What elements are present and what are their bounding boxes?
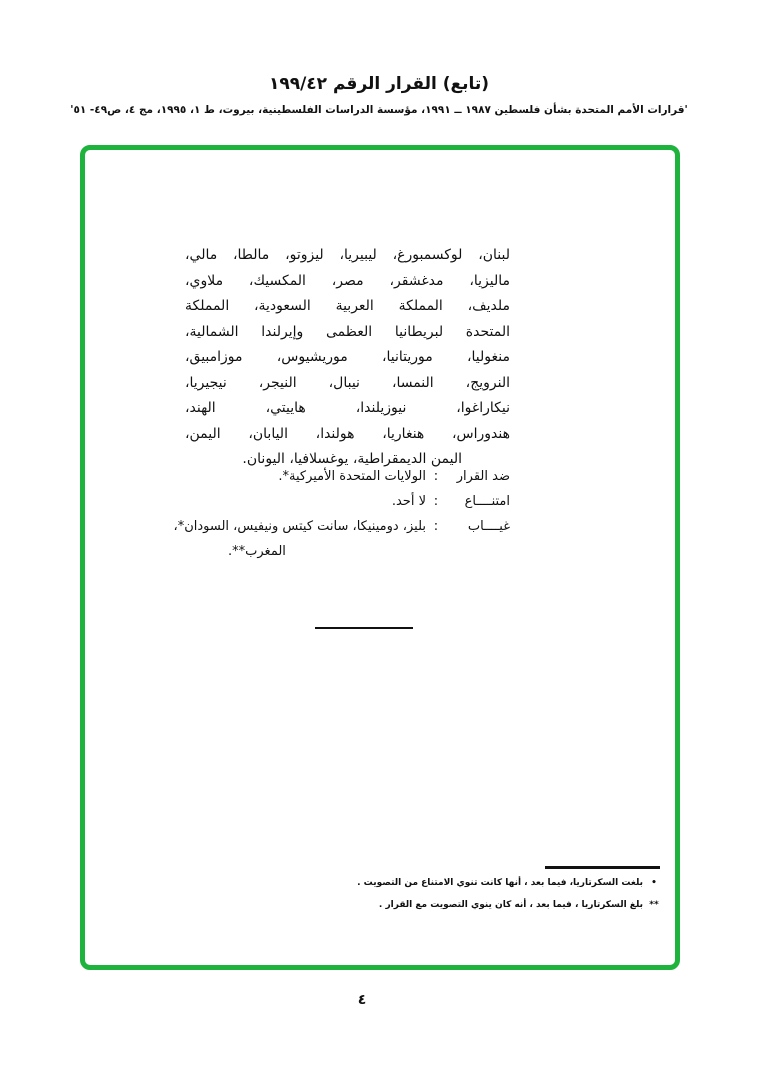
- vote-absent-continuation-row: [180, 539, 510, 564]
- vote-absent-value-continuation: المغرب**.: [228, 544, 286, 559]
- vote-abstain-value: لا أحد.: [391, 494, 426, 509]
- voting-countries-line: اليمن الديمقراطية، يوغسلافيا، اليونان.: [242, 451, 462, 467]
- footnote: [357, 872, 660, 894]
- vote-absent-value: بليز، دومينيكا، سانت كيتس ونيفيس، السودان*،: [173, 519, 426, 534]
- footnote-text: بلغ السكرتاريا ، فيما بعد ، أنه كان ينوي التصويت مع القرار .: [378, 900, 643, 910]
- resolution-title: (تابع) القرار الرقم ١٩٩/٤٢: [268, 74, 490, 94]
- voting-countries-line: نيكاراغوا، نيوزيلندا، هاييتي، الهند،: [185, 400, 510, 416]
- footnote-text: بلغت السكرتاريا، فيما بعد ، أنها كانت تنوي الامتناع من التصويت .: [357, 878, 643, 888]
- voting-countries-line: ملديف، المملكة العربية السعودية، المملكة: [185, 298, 510, 314]
- vote-against-value: الولايات المتحدة الأميركية*.: [278, 469, 426, 484]
- footnotes-section: [357, 872, 660, 916]
- vote-absent-row: [173, 514, 510, 539]
- vote-abstain-row: [180, 489, 510, 514]
- vote-against-row: [180, 464, 510, 489]
- vote-absent-label: غيــــاب: [467, 519, 510, 534]
- vote-abstain-separator: :: [433, 494, 439, 509]
- citation-line: 'قرارات الأمم المتحدة بشأن فلسطين ١٩٨٧ ــ ١٩٩١، مؤسسة الدراسات الفلسطينية، بيروت، ط ١، ١٩٩٥، مج ٤، ص٤٩- ٥١': [70, 104, 688, 116]
- vote-absent-continuation-spacer: [446, 539, 510, 564]
- vote-against-label: ضد القرار: [456, 469, 510, 484]
- voting-countries-line: منغوليا، موريتانيا، موريشيوس، موزامبيق،: [185, 349, 510, 365]
- footnote-marker: **: [649, 900, 659, 910]
- voting-countries-line: المتحدة لبريطانيا العظمى وإيرلندا الشمالية،: [185, 323, 510, 340]
- voting-countries-line: هندوراس، هنغاريا، هولندا، اليابان، اليمن،: [185, 425, 510, 442]
- footnote-divider-rule: [545, 866, 660, 869]
- page-number: ٤: [357, 992, 367, 1008]
- voting-countries-line: النرويج، النمسا، نيبال، النيجر، نيجيريا،: [185, 374, 510, 391]
- voting-countries-line: لبنان، لوكسمبورغ، ليبيريا، ليزوتو، مالطا، مالي،: [185, 247, 510, 263]
- footnote-marker: •: [651, 878, 657, 888]
- footnote: [378, 894, 660, 916]
- vote-absent-separator: :: [433, 519, 439, 534]
- vote-results-section: [173, 464, 510, 564]
- voting-countries-line: ماليزيا، مدغشقر، مصر، المكسيك، ملاوي،: [185, 272, 510, 289]
- voting-countries-paragraph: [185, 243, 510, 473]
- section-divider-rule: [315, 627, 413, 629]
- vote-against-separator: :: [433, 469, 439, 484]
- vote-abstain-label: امتنــــاع: [464, 494, 510, 509]
